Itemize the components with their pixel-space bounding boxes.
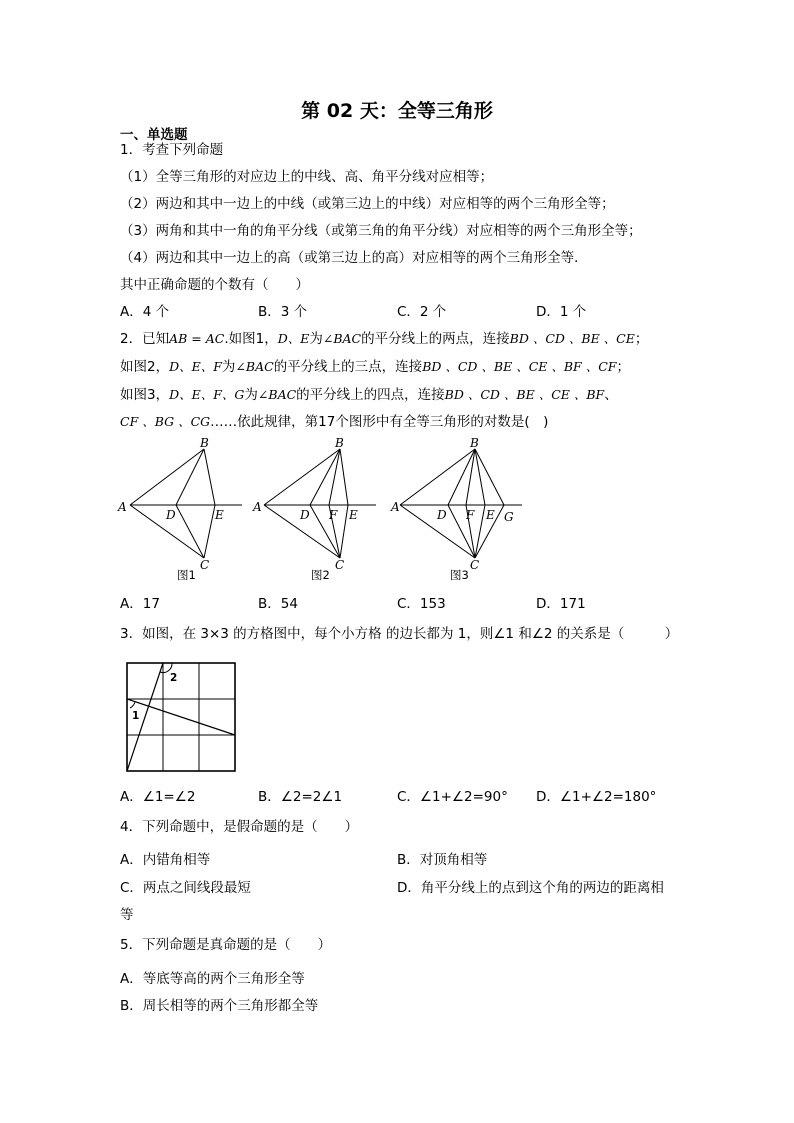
q1-stem: 1．考查下列命题: [120, 142, 224, 158]
fig3-caption: 图3: [450, 568, 469, 582]
q3-option-a: A．∠1=∠2: [120, 789, 196, 805]
fig1-label-c: C: [200, 558, 210, 572]
q2-text: 的平分线上的三点，连接: [273, 359, 423, 375]
fig3-label-g: G: [504, 510, 514, 524]
page-title: 第 02 天：全等三角形: [301, 100, 493, 122]
q1-item-3: （3）两角和其中一角的角平分线（或第三角的角平分线）对应相等的两个三角形全等；: [120, 223, 642, 239]
q5-option-b: B．周长相等的两个三角形都全等: [120, 998, 319, 1014]
fig2-label-e: E: [349, 508, 358, 522]
q1-option-d: D．1 个: [536, 304, 587, 320]
q1-question: 其中正确命题的个数有（ ）: [120, 277, 309, 293]
q1-option-a: A．4 个: [120, 304, 170, 320]
q2-line-4: [120, 413, 548, 431]
q2-segments: BD 、CD 、BE 、CE 、BF: [444, 387, 605, 402]
q1-option-c: C．2 个: [397, 304, 447, 320]
fig1-label-b: B: [200, 436, 209, 450]
q3-option-d: D．∠1+∠2=180°: [536, 789, 657, 805]
q2-text: 为: [221, 359, 236, 375]
fig3-label-d: D: [437, 508, 447, 522]
q2-points: D、E、F: [169, 359, 222, 374]
q4-option-b: B．对顶角相等: [397, 852, 488, 868]
q5-stem: 5．下列命题是真命题的是（ ）: [120, 937, 332, 953]
q4-option-c: C．两点之间线段最短: [120, 880, 251, 896]
section-heading: 一、单选题: [120, 127, 188, 143]
q5-option-a: A．等底等高的两个三角形全等: [120, 971, 305, 987]
fig3-label-a: A: [391, 500, 400, 514]
q2-text: ；: [616, 359, 630, 375]
q2-figures: [110, 434, 540, 590]
fig3-label-b: B: [470, 436, 479, 450]
q2-text: ……依此规律，第17个图形中有全等三角形的对数是( ): [210, 414, 549, 430]
q3-stem: 3．如图，在 3×3 的方格图中，每个小方格 的边长都为 1，则∠1 和∠2 的关系是（ ）: [120, 626, 679, 642]
fig2-label-f: F: [329, 508, 338, 522]
q2-line-2: [120, 358, 630, 376]
q2-option-a: A．17: [120, 596, 160, 612]
q4-stem: 4．下列命题中，是假命题的是（ ）: [120, 819, 359, 835]
q2-text: 如图3，: [120, 387, 170, 403]
q2-text: 为: [244, 387, 258, 403]
q1-item-2: （2）两边和其中一边上的中线（或第三边上的中线）对应相等的两个三角形全等；: [120, 196, 615, 212]
q2-text: 为: [309, 331, 323, 347]
q4-option-d: D．角平分线上的点到这个角的两边的距离相: [397, 880, 664, 896]
q2-points: D、E: [277, 331, 310, 346]
q2-text: .如图1，: [224, 331, 278, 347]
q2-option-c: C．153: [397, 596, 446, 612]
q2-angle: ∠BAC: [235, 359, 274, 374]
q2-angle: ∠BAC: [322, 331, 362, 346]
angle-1-label: 1: [132, 710, 140, 722]
q3-grid-figure: [124, 660, 240, 776]
q2-text: ；: [634, 331, 649, 347]
fig1-label-d: D: [166, 508, 176, 522]
fig3-label-e: E: [486, 508, 495, 522]
q2-segments: BD 、CD 、BE 、CE 、BF 、CF: [422, 359, 617, 374]
q3-option-b: B．∠2=2∠1: [258, 789, 343, 805]
q2-line-3: [120, 386, 618, 404]
q1-option-b: B．3 个: [258, 304, 308, 320]
fig2-label-a: A: [253, 500, 262, 514]
fig1-caption: 图1: [177, 568, 196, 582]
q1-item-4: （4）两边和其中一边上的高（或第三边上的高）对应相等的两个三角形全等．: [120, 250, 588, 266]
q2-option-b: B．54: [258, 596, 298, 612]
q2-option-d: D．171: [536, 596, 586, 612]
q1-item-1: （1）全等三角形的对应边上的中线、高、角平分线对应相等；: [120, 169, 494, 185]
q2-points: D、E、F、G: [169, 387, 245, 402]
q4-option-d-continued: 等: [120, 907, 134, 923]
q2-text: 的平分线上的四点，连接: [296, 387, 445, 403]
q3-option-c: C．∠1+∠2=90°: [397, 789, 508, 805]
fig1-label-e: E: [215, 508, 224, 522]
q2-segments: BD 、CD 、BE 、CE: [509, 331, 635, 346]
fig3-label-f: F: [466, 508, 475, 522]
q2-angle: ∠BAC: [257, 387, 297, 402]
fig2-label-c: C: [335, 558, 345, 572]
q2-line-1: [120, 330, 648, 348]
q2-equation: AB = AC: [169, 331, 225, 346]
q2-text: 2．已知: [120, 331, 170, 347]
q2-text: 的平分线上的两点，连接: [361, 331, 510, 347]
fig1-label-a: A: [118, 500, 127, 514]
fig2-label-b: B: [335, 436, 344, 450]
q2-segments: CF 、BG 、CG: [120, 414, 211, 429]
fig2-label-d: D: [300, 508, 310, 522]
angle-2-label: 2: [170, 672, 178, 684]
fig3-label-c: C: [470, 558, 480, 572]
q2-text: 如图2，: [120, 359, 170, 375]
q4-option-a: A．内错角相等: [120, 852, 211, 868]
fig2-caption: 图2: [311, 568, 330, 582]
q2-text: 、: [604, 387, 618, 403]
